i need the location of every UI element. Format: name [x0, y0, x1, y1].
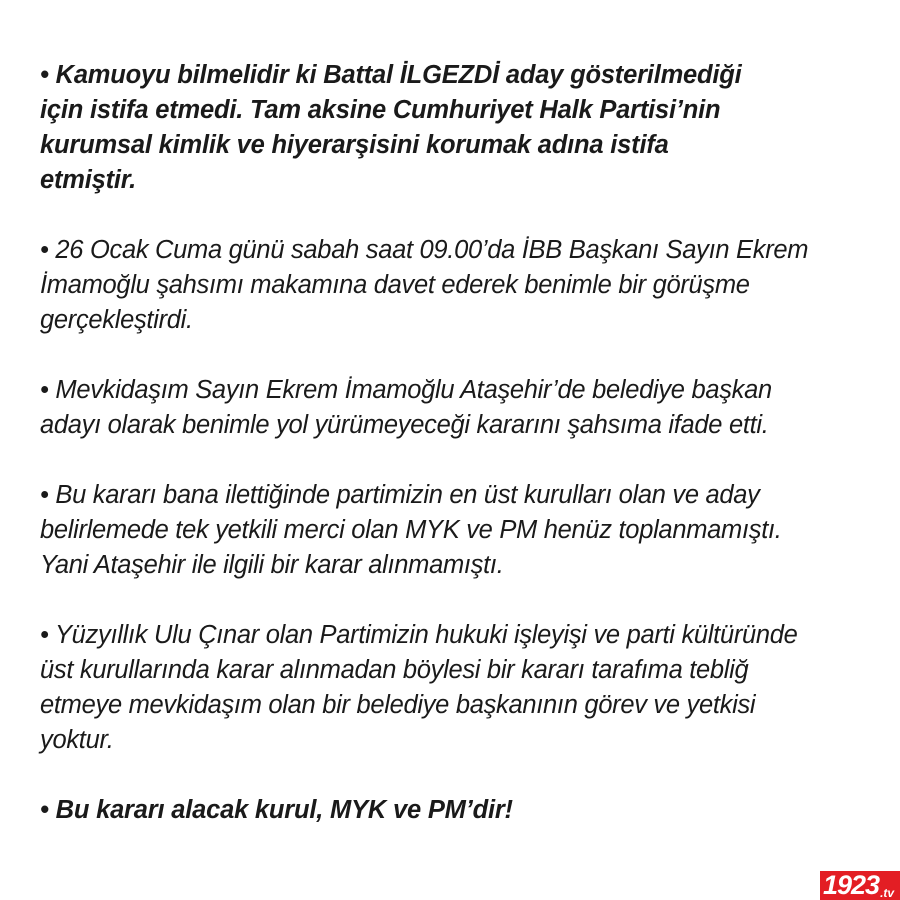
- logo-tld: .tv: [880, 886, 895, 900]
- paragraph-gap: [40, 443, 900, 478]
- logo-number: 1923: [823, 870, 880, 900]
- paragraph-2: • 26 Ocak Cuma günü sabah saat 09.00’da İBB Başkanı Sayın Ekrem İmamoğlu şahsımı makamına davet ederek benimle bir görüşme gerçekleştirdi.: [40, 236, 809, 334]
- paragraph-3: • Mevkidaşım Sayın Ekrem İmamoğlu Ataşehir’de belediye başkan adayı olarak benimle yol yürümeyeceği kararını şahsıma ifade etti.: [40, 376, 772, 439]
- statement-document: [40, 58, 900, 828]
- paragraph-6: • Bu kararı alacak kurul, MYK ve PM’dir!: [40, 796, 513, 824]
- paragraph-gap: [40, 338, 900, 373]
- paragraph-gap: [40, 758, 900, 793]
- paragraph-5: • Yüzyıllık Ulu Çınar olan Partimizin hukuki işleyişi ve parti kültüründe üst kurullarında karar alınmadan böylesi bir kararı tarafıma tebliğ etmeye mevkidaşım olan bir belediye başkanının görev ve yetkisi yoktur.: [40, 621, 798, 754]
- brand-logo: [820, 871, 900, 900]
- paragraph-gap: [40, 198, 900, 233]
- paragraph-4: • Bu kararı bana ilettiğinde partimizin en üst kurulları olan ve aday belirlemede tek yetkili merci olan MYK ve PM henüz toplanmamıştı. Yani Ataşehir ile ilgili bir karar alınmamıştı.: [40, 481, 782, 579]
- paragraph-gap: [40, 583, 900, 618]
- paragraph-1: • Kamuoyu bilmelidir ki Battal İLGEZDİ aday gösterilmediği için istifa etmedi. Tam aksine Cumhuriyet Halk Partisi’nin kurumsal kimlik ve hiyerarşisini korumak adına istifa etmiştir.: [40, 61, 742, 194]
